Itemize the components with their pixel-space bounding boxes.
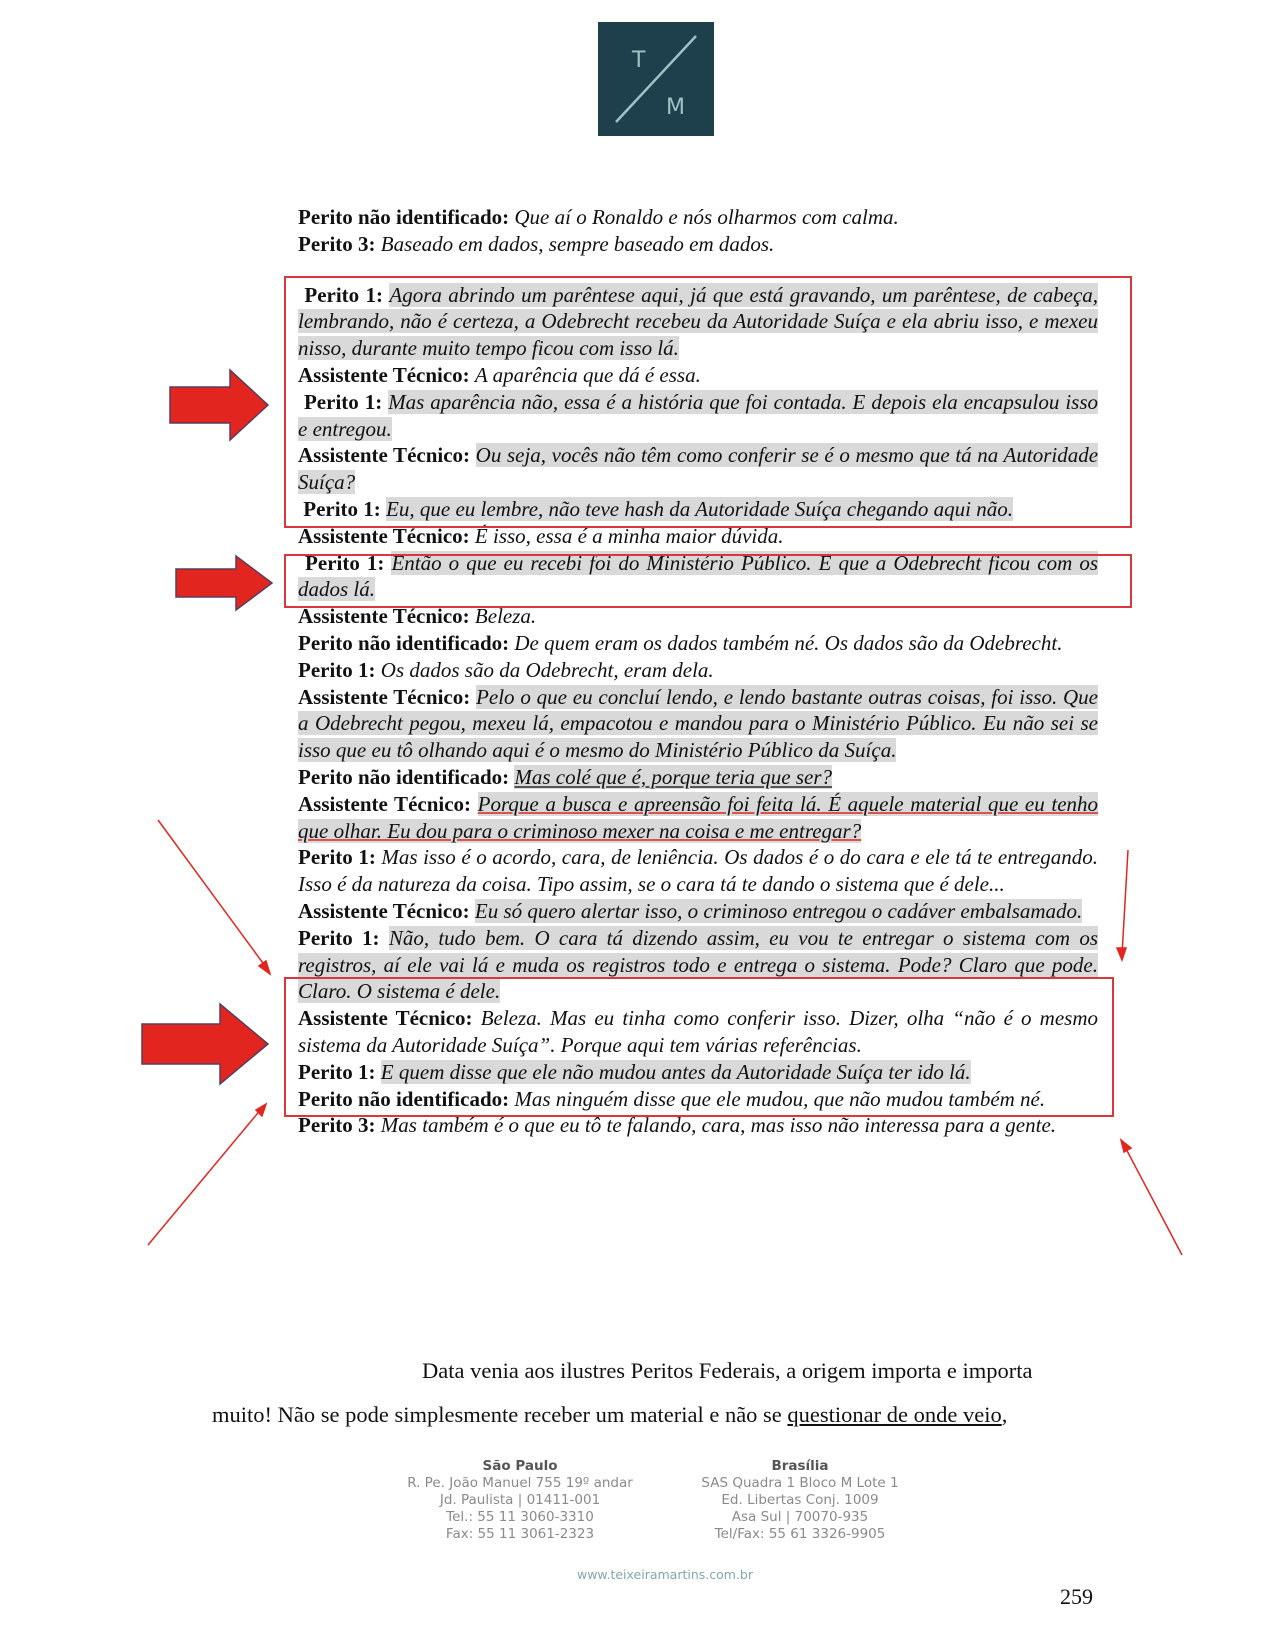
transcript-line bbox=[298, 1112, 1098, 1139]
speaker-label: Perito 1: bbox=[298, 657, 376, 682]
speaker-label: Perito não identificado: bbox=[298, 1086, 510, 1111]
transcript-line bbox=[298, 1086, 1098, 1113]
body-paragraph-line-2 bbox=[212, 1402, 1098, 1428]
thin-arrow-bottom-right bbox=[1124, 1145, 1182, 1255]
transcript-line bbox=[298, 1059, 1098, 1086]
footer-line: Jd. Paulista | 01411-001 bbox=[439, 1492, 601, 1508]
transcript-line bbox=[298, 844, 1098, 898]
utterance: Mas também é o que eu tô te falando, cara, mas isso não interessa para a gente. bbox=[380, 1113, 1057, 1138]
utterance-highlighted: Ou seja, vocês não têm como conferir se é o mesmo que tá na Autoridade Suíça? bbox=[298, 443, 1099, 495]
transcript-line bbox=[298, 204, 1098, 231]
transcript-line bbox=[298, 925, 1098, 1005]
speaker-label: Perito 3: bbox=[298, 1113, 376, 1138]
logo-letter-t: T bbox=[632, 48, 646, 73]
speaker-label: Perito 1: bbox=[298, 1059, 376, 1084]
utterance-highlighted: Eu só quero alertar isso, o criminoso entregou o cadáver embalsamado. bbox=[474, 898, 1083, 923]
utterance: É isso, essa é a minha maior dúvida. bbox=[474, 523, 784, 548]
arrowhead-icon bbox=[256, 1104, 266, 1116]
footer-line: R. Pe. João Manuel 755 19º andar bbox=[407, 1475, 633, 1491]
transcript-line bbox=[298, 362, 1098, 389]
body-text: muito! Não se pode simplesmente receber um material e não se bbox=[212, 1402, 788, 1427]
logo-letter-m: M bbox=[666, 95, 685, 120]
utterance-underlined: Porque a busca e apreensão foi feita lá. É aquele material que eu tenho que olhar. Eu dou para o criminoso mexer na coisa e me entregar? bbox=[298, 791, 1099, 843]
body-text: , bbox=[1001, 1402, 1008, 1427]
transcript bbox=[298, 204, 1098, 1139]
speaker-label: Perito 1: bbox=[304, 282, 384, 307]
transcript-line bbox=[298, 603, 1098, 630]
speaker-label: Perito 1: bbox=[303, 496, 381, 521]
speaker-label: Perito não identificado: bbox=[298, 764, 510, 789]
transcript-line bbox=[298, 657, 1098, 684]
logo-tm-icon bbox=[598, 22, 714, 136]
red-arrow-icon bbox=[140, 1002, 270, 1086]
speaker-label: Perito 1: bbox=[305, 550, 385, 575]
footer-addresses bbox=[390, 1458, 930, 1543]
red-arrow-icon bbox=[168, 368, 270, 442]
utterance-highlighted: Então o que eu recebi foi do Ministério Público. E que a Odebrecht ficou com os dados lá. bbox=[298, 550, 1098, 602]
speaker-label: Perito 1: bbox=[303, 389, 383, 414]
body-underlined-text: questionar de onde veio bbox=[787, 1402, 1002, 1427]
speaker-label: Assistente Técnico: bbox=[298, 791, 472, 816]
speaker-label: Perito não identificado: bbox=[298, 630, 510, 655]
utterance: Mas isso é o acordo, cara, de leniência. Os dados é o do cara e ele tá te entregando. Isso é da natureza da coisa. Tipo assim, se o cara tá te dando o sistema que é dele... bbox=[298, 845, 1099, 897]
red-arrow-icon bbox=[174, 554, 274, 612]
utterance: De quem eram os dados também né. Os dados são da Odebrecht. bbox=[514, 630, 1063, 655]
speaker-label: Assistente Técnico: bbox=[298, 604, 470, 629]
utterance-underlined: Mas colé que é, porque teria que ser? bbox=[514, 764, 833, 789]
thin-arrow-bottom-left bbox=[148, 1108, 262, 1245]
transcript-line bbox=[298, 523, 1098, 550]
speaker-label: Perito não identificado: bbox=[298, 205, 510, 229]
thin-arrow-top-right bbox=[1122, 850, 1128, 955]
transcript-line bbox=[298, 898, 1098, 925]
body-paragraph-line-1: Data venia aos ilustres Peritos Federais, a origem importa e importa bbox=[422, 1358, 1033, 1383]
arrowhead-icon bbox=[1121, 1140, 1131, 1152]
transcript-line bbox=[298, 1005, 1098, 1059]
utterance-highlighted: Agora abrindo um parêntese aqui, já que está gravando, um parêntese, de cabeça, lembrando, não é certeza, a Odebrecht recebeu da Autoridade Suíça e ela abriu isso, e mexeu nisso, durante muito tempo ficou com isso lá. bbox=[298, 282, 1099, 361]
speaker-label: Assistente Técnico: bbox=[298, 898, 470, 923]
transcript-line bbox=[298, 231, 1098, 258]
transcript-line bbox=[298, 791, 1098, 845]
utterance: Que aí o Ronaldo e nós olharmos com calma. bbox=[514, 205, 899, 229]
arrowhead-icon bbox=[1117, 948, 1126, 960]
page-number: 259 bbox=[1060, 1584, 1093, 1609]
transcript-line bbox=[298, 389, 1098, 443]
footer-line: SAS Quadra 1 Bloco M Lote 1 bbox=[701, 1475, 899, 1491]
utterance-highlighted: E quem disse que ele não mudou antes da Autoridade Suíça ter ido lá. bbox=[380, 1059, 971, 1084]
arrowhead-icon bbox=[259, 961, 270, 974]
thin-arrow-top-left bbox=[158, 820, 268, 970]
speaker-label: Assistente Técnico: bbox=[298, 1006, 473, 1031]
transcript-line bbox=[298, 550, 1098, 604]
speaker-label: Assistente Técnico: bbox=[298, 443, 471, 468]
footer-line: Asa Sul | 70070-935 bbox=[731, 1509, 869, 1525]
footer-sao-paulo bbox=[390, 1458, 650, 1543]
footer-line: Fax: 55 11 3061-2323 bbox=[445, 1526, 595, 1542]
utterance: Baseado em dados, sempre baseado em dados. bbox=[380, 231, 775, 256]
footer-line: Ed. Libertas Conj. 1009 bbox=[721, 1492, 879, 1508]
utterance-highlighted: Pelo o que eu concluí lendo, e lendo bastante outras coisas, foi isso. Que a Odebrecht pegou, mexeu lá, empacotou e mandou para o Ministério Público. Eu não sei se isso que eu tô olhando aqui é o mesmo do Ministério Público da Suíça. bbox=[298, 684, 1099, 763]
transcript-line bbox=[298, 282, 1098, 362]
speaker-label: Assistente Técnico: bbox=[298, 684, 471, 709]
utterance-highlighted: Mas aparência não, essa é a história que foi contada. E depois ela encapsulou isso e entregou. bbox=[298, 389, 1099, 441]
speaker-label: Assistente Técnico: bbox=[298, 362, 470, 387]
utterance-highlighted: Eu, que eu lembre, não teve hash da Autoridade Suíça chegando aqui não. bbox=[386, 496, 1014, 521]
footer-line: Tel.: 55 11 3060-3310 bbox=[446, 1509, 594, 1525]
speaker-label: Assistente Técnico: bbox=[298, 523, 470, 548]
transcript-line bbox=[298, 630, 1098, 657]
utterance: Beleza. Mas eu tinha como conferir isso. Dizer, olha “não é o mesmo sistema da Autoridade Suíça”. Porque aqui tem várias referências. bbox=[298, 1006, 1099, 1057]
utterance: Os dados são da Odebrecht, eram dela. bbox=[380, 657, 714, 682]
speaker-label: Perito 1: bbox=[298, 925, 380, 950]
footer-brasilia bbox=[670, 1458, 930, 1543]
website-link[interactable]: www.teixeiramartins.com.br bbox=[576, 1567, 754, 1582]
transcript-line bbox=[298, 764, 1098, 791]
speaker-label: Perito 3: bbox=[298, 231, 376, 256]
logo bbox=[598, 22, 714, 136]
utterance: Mas ninguém disse que ele mudou, que não mudou também né. bbox=[514, 1086, 1046, 1111]
transcript-line bbox=[298, 496, 1098, 523]
speaker-label: Perito 1: bbox=[298, 845, 376, 870]
footer-line: Tel/Fax: 55 61 3326-9905 bbox=[714, 1526, 886, 1542]
transcript-line bbox=[298, 684, 1098, 764]
footer-city: Brasília bbox=[771, 1458, 829, 1474]
utterance-highlighted: Não, tudo bem. O cara tá dizendo assim, eu vou te entregar o sistema com os registros, aí ele vai lá e muda os registros todo e entrega o sistema. Pode? Claro que pode. Claro. O sistema é dele. bbox=[298, 925, 1098, 1004]
utterance: Beleza. bbox=[474, 604, 537, 629]
footer-city: São Paulo bbox=[482, 1458, 558, 1474]
utterance: A aparência que dá é essa. bbox=[474, 362, 701, 387]
transcript-line bbox=[298, 442, 1098, 496]
